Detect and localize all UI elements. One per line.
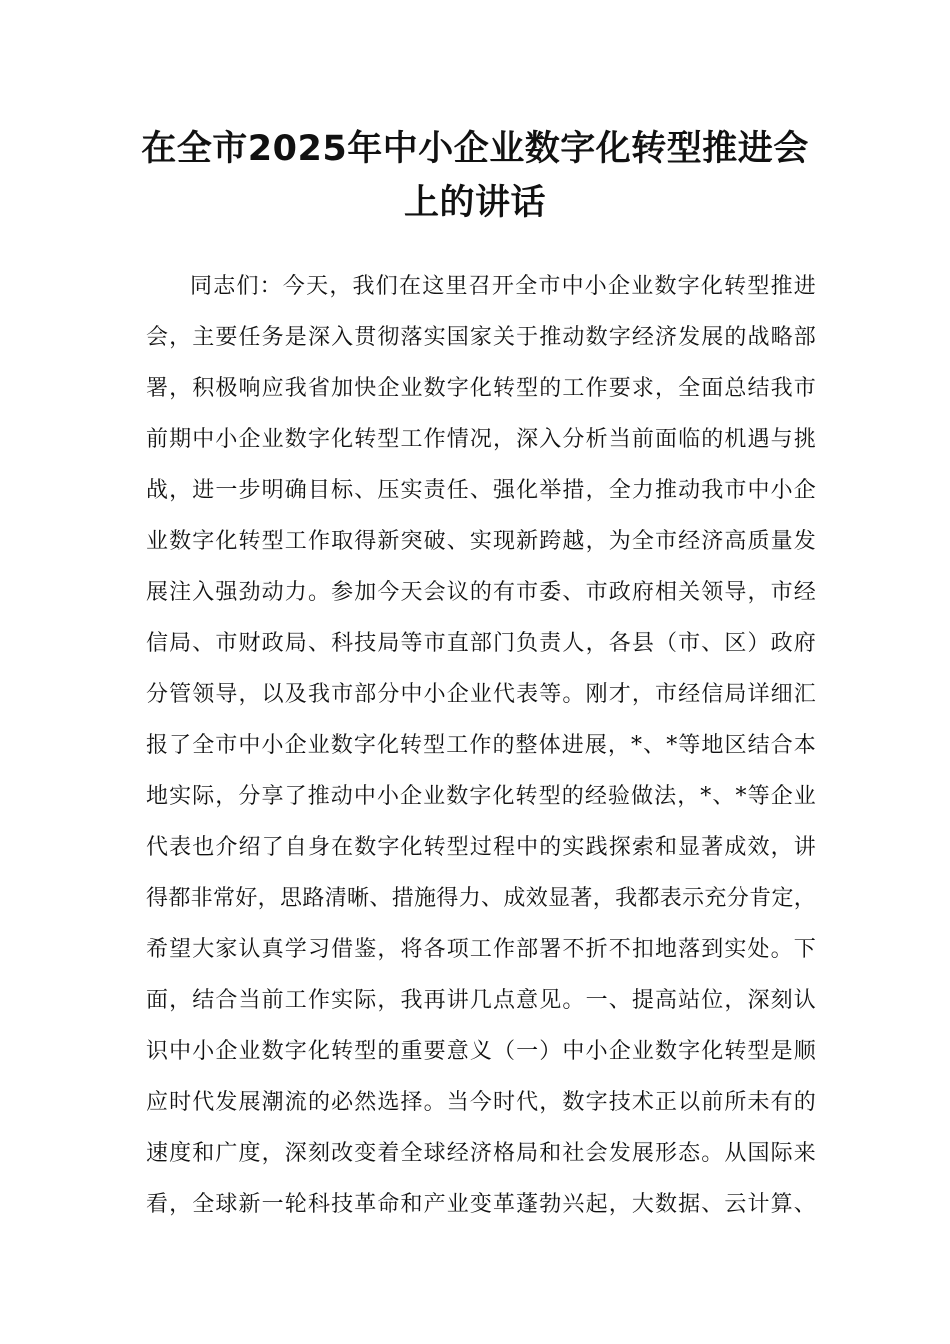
body-line: 署，积极响应我省加快企业数字化转型的工作要求，全面总结我市 xyxy=(146,376,816,401)
body-line: 识中小企业数字化转型的重要意义（一）中小企业数字化转型是顺 xyxy=(146,1039,816,1064)
body-line: 报了全市中小企业数字化转型工作的整体进展，*、*等地区结合本 xyxy=(146,733,816,758)
body-line: 速度和广度，深刻改变着全球经济格局和社会发展形态。从国际来 xyxy=(146,1141,816,1166)
body-line: 会，主要任务是深入贯彻落实国家关于推动数字经济发展的战略部 xyxy=(146,325,816,350)
body-line: 应时代发展潮流的必然选择。当今时代，数字技术正以前所未有的 xyxy=(146,1090,816,1115)
body-line: 地实际，分享了推动中小企业数字化转型的经验做法，*、*等企业 xyxy=(146,784,816,809)
body-line: 信局、市财政局、科技局等市直部门负责人，各县（市、区）政府 xyxy=(146,631,816,656)
speech-body xyxy=(146,261,816,1230)
body-line: 前期中小企业数字化转型工作情况，深入分析当前面临的机遇与挑 xyxy=(146,427,816,452)
body-line: 看，全球新一轮科技革命和产业变革蓬勃兴起，大数据、云计算、 xyxy=(146,1192,816,1217)
document-title xyxy=(120,122,830,230)
title-line-1: 在全市2025年中小企业数字化转型推进会 xyxy=(141,129,809,169)
body-line: 面，结合当前工作实际，我再讲几点意见。一、提高站位，深刻认 xyxy=(146,988,816,1013)
title-line-2: 上的讲话 xyxy=(403,183,546,223)
body-line: 业数字化转型工作取得新突破、实现新跨越，为全市经济高质量发 xyxy=(146,529,816,554)
body-line: 希望大家认真学习借鉴，将各项工作部署不折不扣地落到实处。下 xyxy=(146,937,816,962)
body-line: 同志们：今天，我们在这里召开全市中小企业数字化转型推进 xyxy=(190,274,816,299)
body-line: 分管领导，以及我市部分中小企业代表等。刚才，市经信局详细汇 xyxy=(146,682,816,707)
body-line: 代表也介绍了自身在数字化转型过程中的实践探索和显著成效，讲 xyxy=(146,835,816,860)
body-line: 得都非常好，思路清晰、措施得力、成效显著，我都表示充分肯定， xyxy=(146,886,816,911)
body-line: 战，进一步明确目标、压实责任、强化举措，全力推动我市中小企 xyxy=(146,478,816,503)
body-line: 展注入强劲动力。参加今天会议的有市委、市政府相关领导，市经 xyxy=(146,580,816,605)
